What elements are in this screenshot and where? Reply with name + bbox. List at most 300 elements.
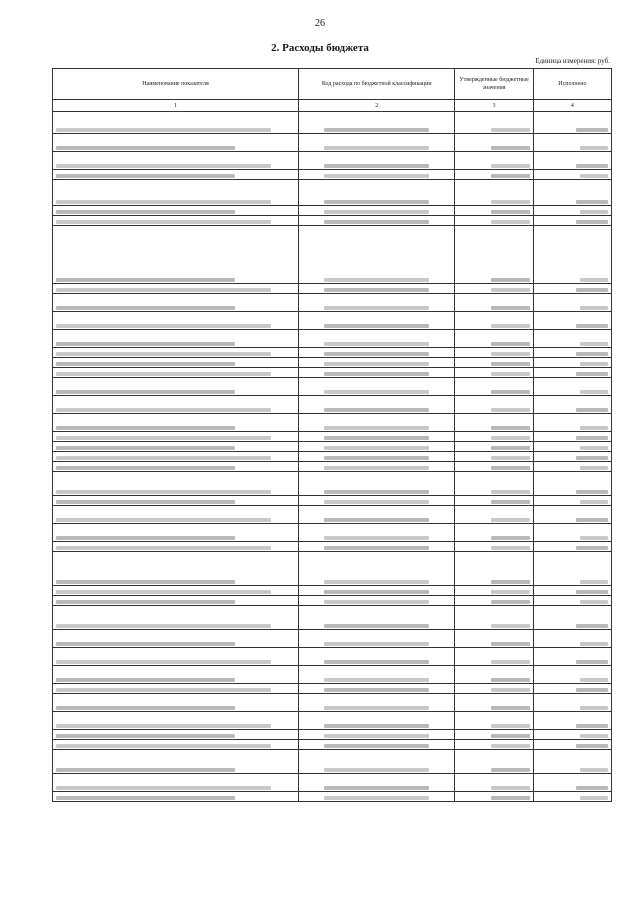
row-code-cell [298, 442, 455, 452]
text-placeholder [576, 724, 608, 728]
row-approved-cell [455, 358, 533, 368]
text-placeholder [491, 490, 530, 494]
row-name-cell [53, 312, 299, 330]
row-approved-cell [455, 694, 533, 712]
row-approved-cell [455, 226, 533, 284]
row-code-cell [298, 552, 455, 586]
row-name-cell [53, 684, 299, 694]
row-name-cell [53, 694, 299, 712]
text-placeholder [324, 288, 429, 292]
text-placeholder [491, 678, 530, 682]
row-code-cell [298, 630, 455, 648]
row-executed-cell [533, 134, 611, 152]
column-number: 2 [298, 100, 455, 112]
row-approved-cell [455, 730, 533, 740]
row-approved-cell [455, 432, 533, 442]
text-placeholder [491, 200, 530, 204]
text-placeholder [56, 278, 235, 282]
text-placeholder [56, 744, 271, 748]
text-placeholder [56, 580, 235, 584]
row-approved-cell [455, 330, 533, 348]
text-placeholder [324, 688, 429, 692]
text-placeholder [324, 174, 429, 178]
row-code-cell [298, 524, 455, 542]
table-row [53, 462, 612, 472]
text-placeholder [56, 660, 271, 664]
row-name-cell [53, 284, 299, 294]
row-approved-cell [455, 112, 533, 134]
row-executed-cell [533, 774, 611, 792]
row-name-cell [53, 206, 299, 216]
text-placeholder [491, 436, 530, 440]
row-code-cell [298, 348, 455, 358]
text-placeholder [324, 580, 429, 584]
row-name-cell [53, 226, 299, 284]
text-placeholder [580, 678, 609, 682]
row-code-cell [298, 432, 455, 442]
text-placeholder [324, 372, 429, 376]
text-placeholder [491, 536, 530, 540]
text-placeholder [580, 600, 609, 604]
table-row [53, 368, 612, 378]
row-name-cell [53, 396, 299, 414]
row-name-cell [53, 648, 299, 666]
text-placeholder [56, 624, 271, 628]
table-row [53, 506, 612, 524]
row-code-cell [298, 358, 455, 368]
text-placeholder [56, 768, 235, 772]
text-placeholder [56, 600, 235, 604]
row-name-cell [53, 750, 299, 774]
text-placeholder [580, 642, 609, 646]
text-placeholder [491, 706, 530, 710]
row-approved-cell [455, 294, 533, 312]
text-placeholder [56, 324, 271, 328]
row-name-cell [53, 506, 299, 524]
text-placeholder [324, 734, 429, 738]
row-name-cell [53, 730, 299, 740]
row-name-cell [53, 496, 299, 506]
row-approved-cell [455, 542, 533, 552]
row-code-cell [298, 496, 455, 506]
text-placeholder [576, 324, 608, 328]
text-placeholder [56, 518, 271, 522]
table-row [53, 694, 612, 712]
table-row [53, 396, 612, 414]
text-placeholder [580, 174, 609, 178]
table-row [53, 596, 612, 606]
text-placeholder [576, 786, 608, 790]
row-code-cell [298, 152, 455, 170]
table-row [53, 358, 612, 368]
row-code-cell [298, 792, 455, 802]
text-placeholder [491, 796, 530, 800]
text-placeholder [576, 408, 608, 412]
row-code-cell [298, 284, 455, 294]
text-placeholder [56, 436, 271, 440]
text-placeholder [576, 200, 608, 204]
column-number: 1 [53, 100, 299, 112]
text-placeholder [580, 390, 609, 394]
row-approved-cell [455, 792, 533, 802]
table-body [53, 112, 612, 802]
text-placeholder [491, 624, 530, 628]
text-placeholder [576, 590, 608, 594]
row-code-cell [298, 472, 455, 496]
row-executed-cell [533, 472, 611, 496]
table-row [53, 330, 612, 348]
row-approved-cell [455, 496, 533, 506]
text-placeholder [491, 546, 530, 550]
row-name-cell [53, 152, 299, 170]
row-name-cell [53, 596, 299, 606]
row-executed-cell [533, 792, 611, 802]
row-executed-cell [533, 524, 611, 542]
row-name-cell [53, 368, 299, 378]
row-executed-cell [533, 368, 611, 378]
row-name-cell [53, 348, 299, 358]
table-row [53, 152, 612, 170]
row-code-cell [298, 414, 455, 432]
header-executed: Исполнено [533, 69, 611, 100]
row-name-cell [53, 586, 299, 596]
row-name-cell [53, 134, 299, 152]
text-placeholder [324, 306, 429, 310]
text-placeholder [56, 352, 271, 356]
row-code-cell [298, 774, 455, 792]
row-code-cell [298, 312, 455, 330]
text-placeholder [324, 210, 429, 214]
text-placeholder [491, 362, 530, 366]
row-executed-cell [533, 452, 611, 462]
text-placeholder [491, 660, 530, 664]
text-placeholder [491, 306, 530, 310]
text-placeholder [491, 426, 530, 430]
row-approved-cell [455, 774, 533, 792]
text-placeholder [491, 466, 530, 470]
row-executed-cell [533, 378, 611, 396]
row-executed-cell [533, 152, 611, 170]
table-row [53, 134, 612, 152]
header-approved: Утвержденные бюджетные значения [455, 69, 533, 100]
row-approved-cell [455, 524, 533, 542]
row-executed-cell [533, 552, 611, 586]
text-placeholder [324, 624, 429, 628]
row-name-cell [53, 542, 299, 552]
row-approved-cell [455, 712, 533, 730]
row-code-cell [298, 206, 455, 216]
table-row [53, 684, 612, 694]
table-row [53, 666, 612, 684]
text-placeholder [491, 164, 530, 168]
text-placeholder [324, 456, 429, 460]
text-placeholder [324, 278, 429, 282]
text-placeholder [324, 342, 429, 346]
row-executed-cell [533, 284, 611, 294]
row-name-cell [53, 432, 299, 442]
text-placeholder [491, 642, 530, 646]
row-executed-cell [533, 442, 611, 452]
row-approved-cell [455, 312, 533, 330]
table-row [53, 284, 612, 294]
text-placeholder [491, 174, 530, 178]
text-placeholder [576, 660, 608, 664]
row-name-cell [53, 552, 299, 586]
table-row [53, 442, 612, 452]
table-row [53, 606, 612, 630]
row-executed-cell [533, 432, 611, 442]
row-executed-cell [533, 414, 611, 432]
text-placeholder [580, 536, 609, 540]
text-placeholder [491, 372, 530, 376]
text-placeholder [324, 324, 429, 328]
text-placeholder [324, 352, 429, 356]
row-approved-cell [455, 378, 533, 396]
text-placeholder [324, 426, 429, 430]
row-code-cell [298, 226, 455, 284]
text-placeholder [491, 734, 530, 738]
row-executed-cell [533, 216, 611, 226]
text-placeholder [491, 600, 530, 604]
text-placeholder [56, 706, 235, 710]
text-placeholder [56, 446, 235, 450]
row-executed-cell [533, 712, 611, 730]
column-number-row [53, 100, 612, 112]
text-placeholder [56, 200, 271, 204]
row-name-cell [53, 112, 299, 134]
row-executed-cell [533, 170, 611, 180]
text-placeholder [56, 372, 271, 376]
row-executed-cell [533, 462, 611, 472]
text-placeholder [576, 546, 608, 550]
row-code-cell [298, 396, 455, 414]
row-name-cell [53, 442, 299, 452]
row-name-cell [53, 452, 299, 462]
text-placeholder [56, 536, 235, 540]
row-code-cell [298, 666, 455, 684]
row-executed-cell [533, 506, 611, 524]
row-approved-cell [455, 596, 533, 606]
text-placeholder [576, 436, 608, 440]
text-placeholder [580, 362, 609, 366]
row-code-cell [298, 648, 455, 666]
row-name-cell [53, 170, 299, 180]
text-placeholder [580, 146, 609, 150]
row-approved-cell [455, 740, 533, 750]
row-name-cell [53, 216, 299, 226]
row-code-cell [298, 586, 455, 596]
text-placeholder [576, 624, 608, 628]
row-executed-cell [533, 112, 611, 134]
row-executed-cell [533, 496, 611, 506]
table-row [53, 452, 612, 462]
text-placeholder [324, 768, 429, 772]
text-placeholder [324, 490, 429, 494]
row-name-cell [53, 524, 299, 542]
text-placeholder [576, 372, 608, 376]
row-approved-cell [455, 506, 533, 524]
row-executed-cell [533, 348, 611, 358]
text-placeholder [491, 590, 530, 594]
text-placeholder [491, 324, 530, 328]
row-name-cell [53, 666, 299, 684]
row-executed-cell [533, 750, 611, 774]
table-row [53, 378, 612, 396]
text-placeholder [491, 456, 530, 460]
row-code-cell [298, 740, 455, 750]
text-placeholder [576, 288, 608, 292]
text-placeholder [491, 724, 530, 728]
row-executed-cell [533, 358, 611, 368]
text-placeholder [56, 724, 271, 728]
table-row [53, 414, 612, 432]
text-placeholder [324, 724, 429, 728]
table-row [53, 542, 612, 552]
row-approved-cell [455, 396, 533, 414]
text-placeholder [491, 500, 530, 504]
text-placeholder [324, 590, 429, 594]
table-row [53, 740, 612, 750]
column-number: 4 [533, 100, 611, 112]
text-placeholder [56, 796, 235, 800]
row-code-cell [298, 506, 455, 524]
table-row [53, 586, 612, 596]
row-executed-cell [533, 396, 611, 414]
table-row [53, 170, 612, 180]
text-placeholder [491, 580, 530, 584]
row-approved-cell [455, 606, 533, 630]
table-row [53, 216, 612, 226]
row-code-cell [298, 694, 455, 712]
row-code-cell [298, 730, 455, 740]
text-placeholder [576, 744, 608, 748]
row-code-cell [298, 684, 455, 694]
text-placeholder [491, 446, 530, 450]
row-name-cell [53, 294, 299, 312]
table-row [53, 524, 612, 542]
row-name-cell [53, 180, 299, 206]
row-executed-cell [533, 206, 611, 216]
row-code-cell [298, 462, 455, 472]
row-code-cell [298, 294, 455, 312]
text-placeholder [56, 342, 235, 346]
row-executed-cell [533, 294, 611, 312]
text-placeholder [491, 688, 530, 692]
row-executed-cell [533, 684, 611, 694]
text-placeholder [324, 200, 429, 204]
row-approved-cell [455, 472, 533, 496]
text-placeholder [491, 390, 530, 394]
table-row [53, 630, 612, 648]
row-name-cell [53, 414, 299, 432]
row-approved-cell [455, 152, 533, 170]
text-placeholder [56, 128, 271, 132]
text-placeholder [324, 164, 429, 168]
column-number: 3 [455, 100, 533, 112]
text-placeholder [491, 786, 530, 790]
header-code: Код расхода по бюджетной классификации [298, 69, 455, 100]
text-placeholder [576, 164, 608, 168]
text-placeholder [324, 706, 429, 710]
row-code-cell [298, 596, 455, 606]
row-code-cell [298, 606, 455, 630]
row-approved-cell [455, 750, 533, 774]
row-name-cell [53, 774, 299, 792]
table-row [53, 180, 612, 206]
row-code-cell [298, 750, 455, 774]
text-placeholder [324, 796, 429, 800]
text-placeholder [324, 518, 429, 522]
text-placeholder [56, 174, 235, 178]
text-placeholder [324, 500, 429, 504]
row-approved-cell [455, 414, 533, 432]
row-name-cell [53, 630, 299, 648]
text-placeholder [56, 734, 235, 738]
text-placeholder [56, 220, 271, 224]
row-executed-cell [533, 596, 611, 606]
table-row [53, 294, 612, 312]
row-code-cell [298, 216, 455, 226]
text-placeholder [580, 342, 609, 346]
row-executed-cell [533, 730, 611, 740]
text-placeholder [491, 408, 530, 412]
text-placeholder [56, 210, 235, 214]
text-placeholder [491, 518, 530, 522]
row-executed-cell [533, 694, 611, 712]
text-placeholder [491, 278, 530, 282]
table-row [53, 774, 612, 792]
table-row [53, 712, 612, 730]
row-name-cell [53, 378, 299, 396]
text-placeholder [324, 744, 429, 748]
text-placeholder [576, 518, 608, 522]
text-placeholder [56, 306, 235, 310]
text-placeholder [56, 490, 271, 494]
row-approved-cell [455, 170, 533, 180]
text-placeholder [56, 146, 235, 150]
text-placeholder [491, 210, 530, 214]
text-placeholder [56, 786, 271, 790]
row-code-cell [298, 368, 455, 378]
row-name-cell [53, 358, 299, 368]
section-title: 2. Расходы бюджета [271, 42, 369, 54]
table-row [53, 496, 612, 506]
row-code-cell [298, 378, 455, 396]
text-placeholder [580, 580, 609, 584]
row-approved-cell [455, 442, 533, 452]
table-row [53, 312, 612, 330]
table-row [53, 112, 612, 134]
text-placeholder [324, 678, 429, 682]
text-placeholder [491, 128, 530, 132]
row-approved-cell [455, 180, 533, 206]
text-placeholder [56, 466, 235, 470]
text-placeholder [324, 390, 429, 394]
text-placeholder [56, 642, 235, 646]
text-placeholder [56, 678, 235, 682]
table-row [53, 348, 612, 358]
text-placeholder [491, 288, 530, 292]
text-placeholder [580, 500, 609, 504]
row-name-cell [53, 606, 299, 630]
row-code-cell [298, 330, 455, 348]
table-row [53, 472, 612, 496]
text-placeholder [324, 362, 429, 366]
row-executed-cell [533, 180, 611, 206]
row-name-cell [53, 462, 299, 472]
text-placeholder [576, 456, 608, 460]
row-approved-cell [455, 552, 533, 586]
